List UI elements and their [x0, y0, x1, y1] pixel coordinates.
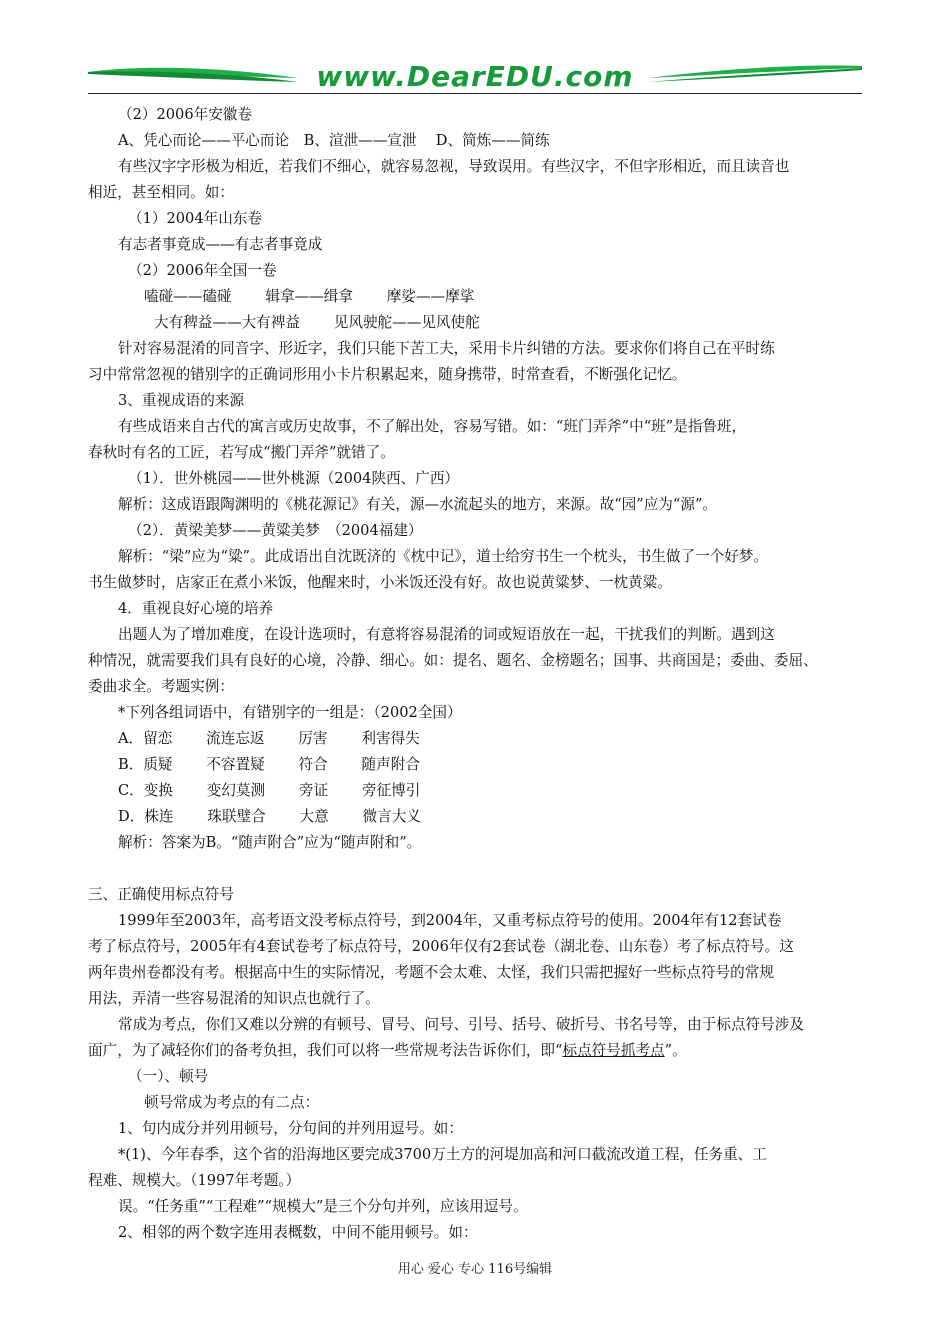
text-line: 程难、规模大。（1997年考题。）	[88, 1172, 301, 1189]
text-line: 误。“任务重”“工程难”“规模大”是三个分句并列，应该用逗号。	[118, 1198, 528, 1215]
text-line: （2）．黄梁美梦——黄粱美梦 （2004福建）	[128, 522, 423, 539]
text-line: *(1)、今年春季，这个省的沿海地区要完成3700万土方的河堤加高和河口截流改道工程，任务重、工	[118, 1146, 767, 1163]
text-line: 委曲求全。考题实例：	[88, 678, 234, 695]
text-line: 顿号常成为考点的有二点：	[144, 1094, 320, 1111]
text-line: 1999年至2003年，高考语文没考标点符号，到2004年，又重考标点符号的使用。2004年有12套试卷	[118, 912, 782, 929]
text-line: （2）2006年安徽卷	[118, 106, 252, 123]
text-span: 面广，为了减轻你们的备考负担，我们可以将一些常规考法告诉你们，即“	[88, 1042, 563, 1059]
text-line: 考了标点符号，2005年有4套试卷考了标点符号，2006年仅有2套试卷（湖北卷、山东卷）考了标点符号。这	[88, 938, 794, 955]
section-heading: 3、重视成语的来源	[118, 392, 245, 409]
section-heading: 三、正确使用标点符号	[88, 886, 234, 903]
text-span: ”。	[664, 1042, 687, 1059]
underlined-link[interactable]: 标点符号抓考点	[562, 1042, 665, 1059]
text-line: *下列各组词语中，有错别字的一组是：（2002全国）	[118, 704, 462, 721]
text-line: 出题人为了增加难度，在设计选项时，有意将容易混淆的词或短语放在一起，干扰我们的判断。遇到这	[118, 626, 775, 643]
section-heading: 4．重视良好心境的培养	[118, 600, 274, 617]
text-line: 有些成语来自古代的寓言或历史故事，不了解出处，容易写错。如：“班门弄斧”中“班”是指鲁班，	[118, 418, 747, 435]
header-divider	[88, 93, 862, 94]
text-line: 相近，甚至相同。如：	[88, 184, 234, 201]
text-line: 常成为考点，你们又难以分辨的有顿号、冒号、问号、引号、括号、破折号、书名号等，由于标点符号涉及	[118, 1016, 804, 1033]
text-line: 书生做梦时，店家正在煮小米饭，他醒来时，小米饭还没有好。故也说黄粱梦、一枕黄粱。	[88, 574, 672, 591]
text-line: （1）2004年山东卷	[128, 210, 262, 227]
option-line: A．留恋 流连忘返 厉害 利害得失	[118, 730, 420, 747]
text-line: 春秋时有名的工匠，若写成“搬门弄斧”就错了。	[88, 444, 395, 461]
option-line: C．变换 变幻莫测 旁证 旁征博引	[118, 782, 421, 799]
text-line: 习中常常忽视的错别字的正确词形用小卡片积累起来，随身携带，时常查看，不断强化记忆。	[88, 366, 687, 383]
option-line: D．株连 珠联璧合 大意 微言大义	[118, 808, 421, 825]
text-line	[88, 1038, 864, 1064]
text-line: 针对容易混淆的同音字、形近字，我们只能下苦工夫，采用卡片纠错的方法。要求你们将自己在平时练	[118, 340, 775, 357]
blank-line	[88, 856, 864, 882]
text-line: 种情况，就需要我们具有良好的心境，冷静、细心。如：提名、题名、金榜题名；国事、共商国是；委曲、委屈、	[88, 652, 818, 669]
text-line: 解析：这成语跟陶渊明的《桃花源记》有关，源—水流起头的地方，来源。故“园”应为“源”。	[118, 496, 718, 513]
header-banner	[88, 58, 862, 98]
text-line: 两年贵州卷都没有考。根据高中生的实际情况，考题不会太难、太怪，我们只需把握好一些标点符号的常规	[88, 964, 774, 981]
section-heading: （一）、顿号	[128, 1068, 209, 1085]
text-line: 解析：“梁”应为“粱”。此成语出自沈既济的《枕中记》，道士给穷书生一个枕头，书生做了一个好梦。	[118, 548, 769, 565]
text-line: 用法，弄清一些容易混淆的知识点也就行了。	[88, 990, 380, 1007]
page-footer: 用心 爱心 专心 116号编辑	[397, 1262, 553, 1277]
option-line: B．质疑 不容置疑 符合 随声附合	[118, 756, 420, 773]
text-line: 有志者事竟成——有志者事竟成	[118, 236, 323, 253]
text-line: 解析：答案为B。“随声附合”应为“随声附和”。	[118, 834, 422, 851]
text-line: A、凭心而论——平心而论 B、渲泄——宣泄 D、简炼——简练	[118, 132, 550, 149]
text-line: （1）．世外桃园——世外桃源（2004陕西、广西）	[128, 470, 460, 487]
text-line: 嗑碰——磕碰 辑拿——缉拿 摩娑——摩挲	[144, 288, 475, 305]
site-logo[interactable]: www.DearEDU.com	[316, 60, 634, 93]
text-line: 2、相邻的两个数字连用表概数，中间不能用顿号。如：	[118, 1224, 478, 1241]
text-line: 大有稗益——大有裨益 见风驶舵——见风使舵	[154, 314, 480, 331]
text-line: 1、句内成分并列用顿号，分句间的并列用逗号。如：	[118, 1120, 463, 1137]
document-body	[88, 102, 864, 1246]
text-line: （2）2006年全国一卷	[128, 262, 277, 279]
text-line: 有些汉字字形极为相近，若我们不细心，就容易忽视，导致误用。有些汉字，不但字形相近，而且读音也	[118, 158, 790, 175]
